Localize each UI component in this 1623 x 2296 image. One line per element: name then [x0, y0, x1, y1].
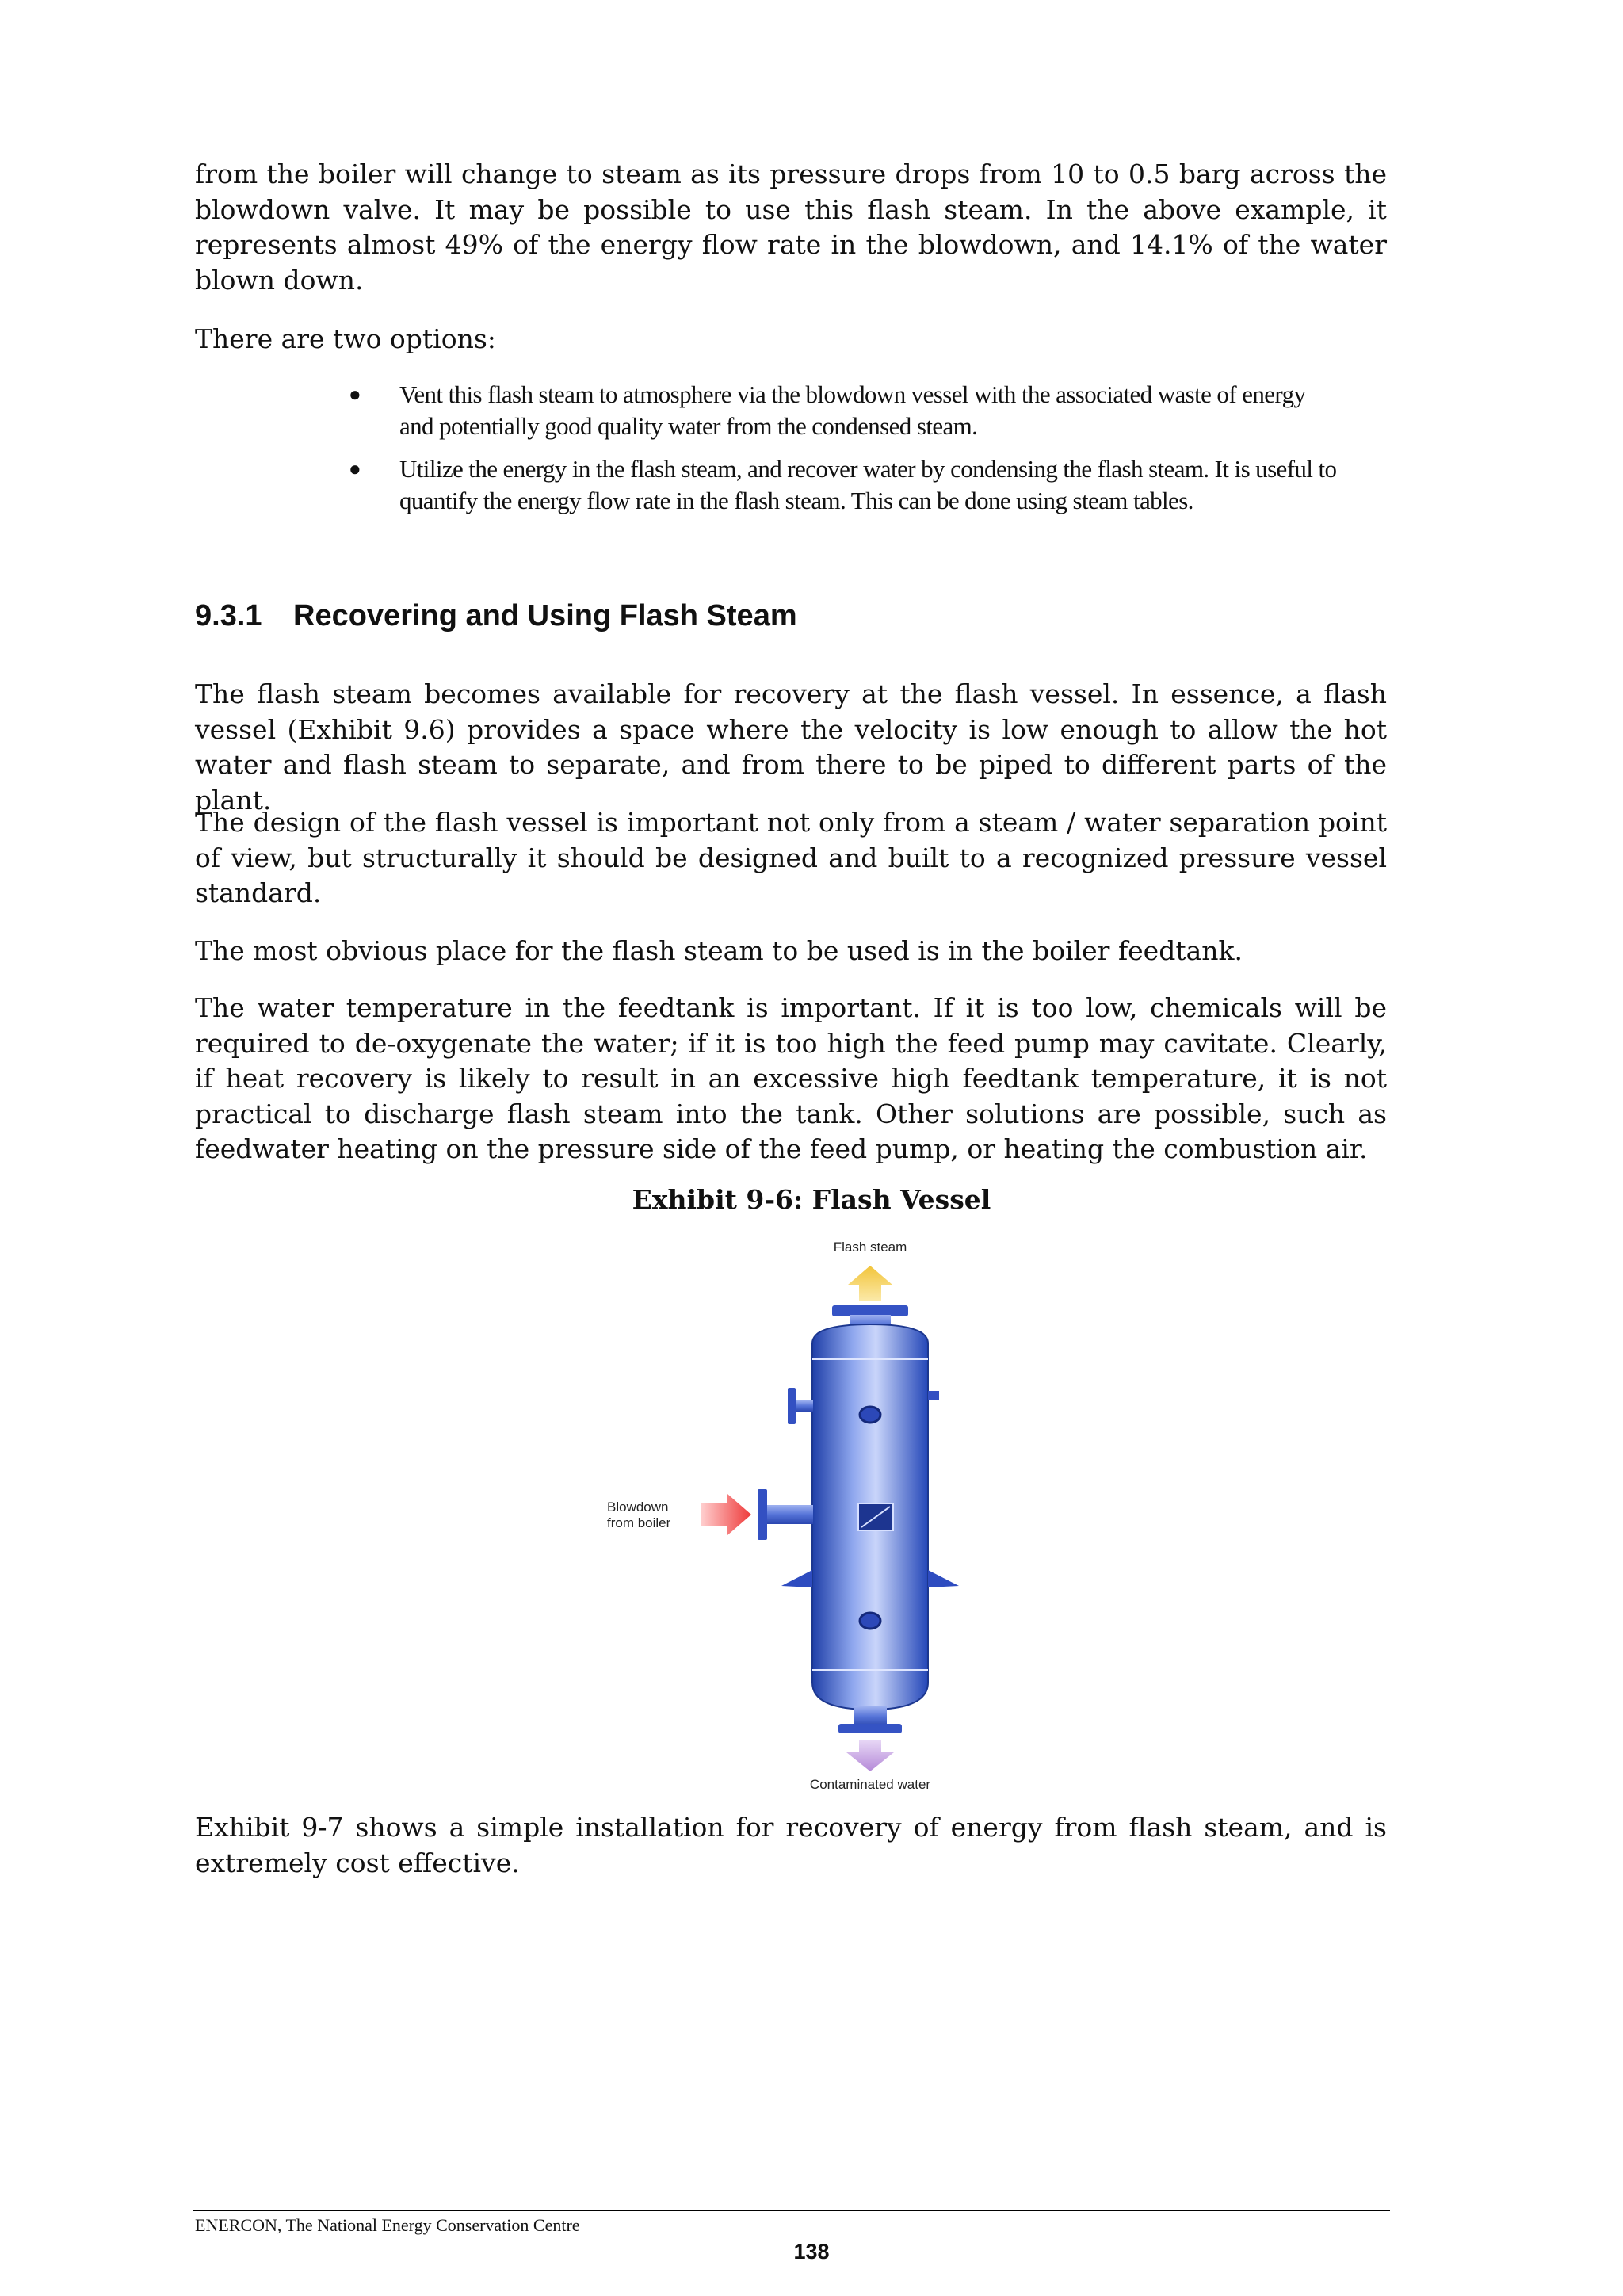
paragraph-exhibit-9-7: Exhibit 9-7 shows a simple installation for recovery of energy from flash steam, and is extremely cost effective. — [195, 1812, 1387, 1878]
inlet-nozzle — [762, 1505, 813, 1524]
bottom-flange — [838, 1724, 902, 1733]
blowdown-arrow-icon — [701, 1494, 751, 1535]
paragraph-design: The design of the flash vessel is important not only from a steam / water separation point of view, but structurally it should be designed and built to a recognized pressure vessel standard. — [195, 807, 1387, 908]
lower-sight-glass — [860, 1613, 880, 1629]
footer-divider — [193, 2210, 1390, 2211]
contaminated-water-label: Contaminated water — [809, 1777, 931, 1792]
flash-steam-arrow-icon — [848, 1266, 892, 1301]
blowdown-label-line2: from boiler — [607, 1515, 671, 1530]
section-title: Recovering and Using Flash Steam — [293, 599, 797, 632]
bullet-icon: ● — [349, 457, 361, 480]
left-support-lug — [781, 1570, 812, 1587]
figure-caption: Exhibit 9-6: Flash Vessel — [632, 1184, 991, 1215]
upper-left-flange — [788, 1388, 796, 1424]
upper-left-nozzle — [794, 1400, 813, 1412]
paragraph-two-options: There are two options: — [195, 323, 496, 354]
right-support-lug — [928, 1570, 959, 1587]
upper-sight-glass — [860, 1407, 880, 1423]
options-list — [349, 379, 1339, 528]
paragraph-water-temperature: The water temperature in the feedtank is important. If it is too low, chemicals will be required to de-oxygenate the water; if it is too high the feed pump may cavitate. Clearly, if heat recovery is likely to result in an excessive high feedtank temperature, it is not practical to discharge flash steam into the tank. Other solutions are possible, such as feedwater heating on the pressure side of the feed pump, or heating the combustion air. — [195, 992, 1387, 1164]
inlet-flange — [758, 1489, 767, 1540]
flash-steam-label: Flash steam — [833, 1240, 907, 1255]
list-item-text: Utilize the energy in the flash steam, and recover water by condensing the flash steam. It is useful to quantify the energy flow rate in the flash steam. This can be done using steam tables. — [399, 455, 1337, 514]
section-heading — [195, 599, 797, 633]
flash-vessel-figure — [555, 1224, 1062, 1795]
list-item — [349, 379, 1339, 442]
blowdown-label-line1: Blowdown — [607, 1499, 669, 1515]
list-item — [349, 453, 1339, 517]
footer-organization: ENERCON, The National Energy Conservation Centre — [195, 2215, 580, 2235]
section-number: 9.3.1 — [195, 599, 262, 632]
bullet-icon: ● — [349, 383, 361, 406]
paragraph-flash-vessel: The flash steam becomes available for recovery at the flash vessel. In essence, a flash vessel (Exhibit 9.6) provides a space where the velocity is low enough to allow the hot water and flash steam to separate, and from there to be piped to different parts of the plant. — [195, 678, 1387, 816]
page-number: 138 — [793, 2240, 830, 2264]
paragraph-obvious-place: The most obvious place for the flash steam to be used is in the boiler feedtank. — [195, 935, 1243, 966]
paragraph-flash-steam-intro: from the boiler will change to steam as its pressure drops from 10 to 0.5 barg across the blowdown valve. It may be possible to use this flash steam. In the above example, it represents almost 49% of the energy flow rate in the blowdown, and 14.1% of the water blown down. — [195, 159, 1387, 296]
top-flange — [832, 1305, 908, 1316]
contaminated-water-arrow-icon — [846, 1740, 894, 1771]
upper-right-stub — [928, 1391, 939, 1400]
list-item-text: Vent this flash steam to atmosphere via the blowdown vessel with the associated waste of energy and potentially good quality water from the condensed steam. — [399, 380, 1306, 440]
